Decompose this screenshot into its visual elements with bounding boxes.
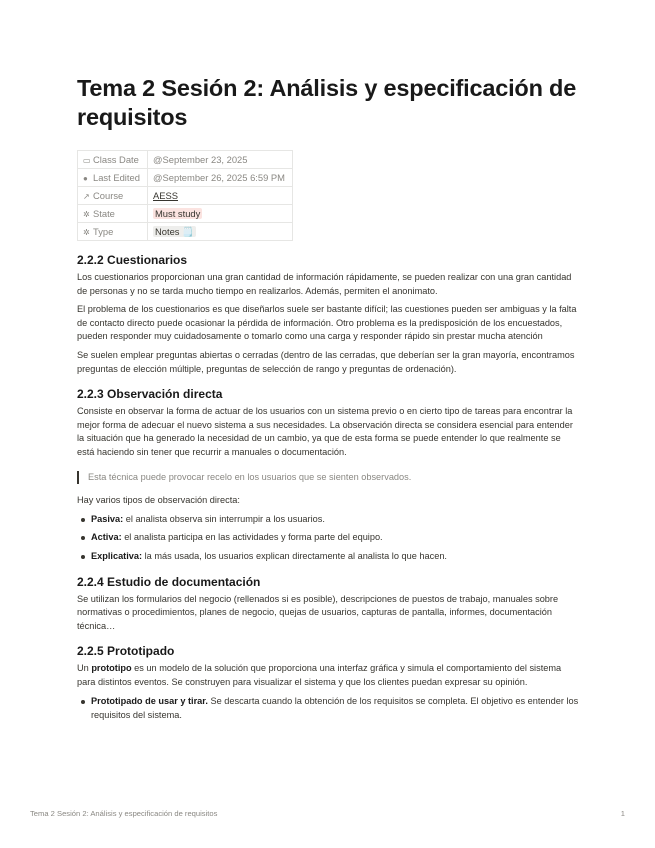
property-key: Last Edited — [93, 172, 140, 183]
select-icon: ✲ — [83, 228, 90, 237]
property-key: Type — [93, 226, 114, 237]
section-heading-documentacion: 2.2.4 Estudio de documentación — [77, 574, 261, 589]
properties-table — [77, 150, 293, 241]
property-value: @September 26, 2025 6:59 PM — [148, 169, 293, 187]
prototype-types-list — [77, 695, 580, 722]
text-run: es un modelo de la solución que proporciona una interfaz gráfica y simula el comportamiento del sistema para distintos eventos. Se construyen para visualizar el sistema y que los clientes puedan expresar su opinión. — [77, 663, 562, 687]
section-heading-prototipado: 2.2.5 Prototipado — [77, 644, 175, 659]
property-row-last-edited — [78, 169, 293, 187]
list-item-text: el analista participa en las actividades y forma parte del equipo. — [121, 532, 383, 543]
paragraph: Hay varios tipos de observación directa: — [77, 495, 240, 506]
property-key: State — [93, 208, 115, 219]
property-row-state — [78, 205, 293, 223]
page-footer — [30, 809, 625, 818]
relation-arrow-icon: ↗ — [83, 192, 90, 201]
list-item-text: la más usada, los usuarios explican directamente al analista lo que hacen. — [142, 550, 447, 561]
property-row-course — [78, 187, 293, 205]
section-heading-observacion: 2.2.3 Observación directa — [77, 387, 223, 402]
type-tag: Notes 🗒️ — [155, 225, 194, 237]
paragraph: Se suelen emplear preguntas abiertas o cerradas (dentro de las cerradas, que deberían ser la gran mayoría, encontramos preguntas de elección múltiple, preguntas de selección de rango y preguntas de ordenación). — [77, 349, 575, 374]
list-item-term: Prototipado de usar y tirar. — [91, 696, 208, 707]
calendar-icon: ▭ — [83, 156, 91, 165]
paragraph: Consiste en observar la forma de actuar de los usuarios con un sistema previo o en cierto tipo de tareas para encontrar la mejor forma de adecuar el nuevo sistema a sus necesidades. La observación directa se considera esencial para entender la situación que ha generado la necesidad de un cambio, ya que de esta forma se puede entender lo que realmente se está haciendo sin tener que recurrir a manuales o documentación. — [77, 406, 573, 457]
property-row-type — [78, 223, 293, 241]
observation-types-list — [77, 513, 580, 564]
footer-title: Tema 2 Sesión 2: Análisis y especificación de requisitos — [30, 809, 218, 818]
document-content — [77, 74, 580, 723]
blockquote: Esta técnica puede provocar recelo en los usuarios que se sienten observados. — [77, 471, 580, 485]
paragraph — [77, 662, 580, 689]
page-number: 1 — [620, 809, 625, 818]
page-title: Tema 2 Sesión 2: Análisis y especificación de requisitos — [77, 75, 577, 130]
list-item-term: Pasiva: — [91, 513, 124, 524]
property-row-class-date — [78, 151, 293, 169]
property-value: @September 23, 2025 — [148, 151, 293, 169]
list-item — [77, 513, 580, 527]
list-item-text: Se descarta cuando la obtención de los requisitos se completa. El objetivo es entender los requisitos del sistema. — [91, 696, 579, 721]
list-item — [77, 695, 580, 722]
list-item-term: Activa: — [91, 532, 122, 543]
list-item-term: Explicativa: — [91, 550, 143, 561]
list-item — [77, 531, 580, 545]
text-run: Un — [77, 663, 92, 674]
paragraph: El problema de los cuestionarios es que diseñarlos suele ser bastante difícil; las cuestiones pueden ser ambiguas y la falta de contacto directo puede ocasionar la pérdida de información. Otro problema es la predisposición de los encuestados, pueden responder muy cuidadosamente o tomarlo como una carga y responder rápido sin prestar mucha atención — [77, 304, 577, 342]
list-item — [77, 550, 580, 564]
property-key: Course — [93, 190, 124, 201]
state-tag: Must study — [155, 208, 201, 219]
paragraph: Los cuestionarios proporcionan una gran cantidad de información rápidamente, se pueden realizar con una gran cantidad de personas y no se tarda mucho tiempo en realizarlos. Además, permiten el anonimato. — [77, 272, 572, 296]
status-icon: ✲ — [83, 210, 90, 219]
property-key: Class Date — [93, 154, 139, 165]
section-heading-cuestionarios: 2.2.2 Cuestionarios — [77, 253, 188, 267]
paragraph: Se utilizan los formularios del negocio (rellenados si es posible), descripciones de puestos de trabajo, manuales sobre normativas o procedimientos, planes de negocio, quejas de usuarios, capturas de pantalla, informes, documentación técnica… — [77, 593, 559, 631]
course-link[interactable]: AESS — [153, 190, 179, 201]
bold-term: prototipo — [91, 663, 132, 674]
list-item-text: el analista observa sin interrumpir a los usuarios. — [123, 513, 325, 524]
clock-icon: ● — [83, 174, 88, 183]
